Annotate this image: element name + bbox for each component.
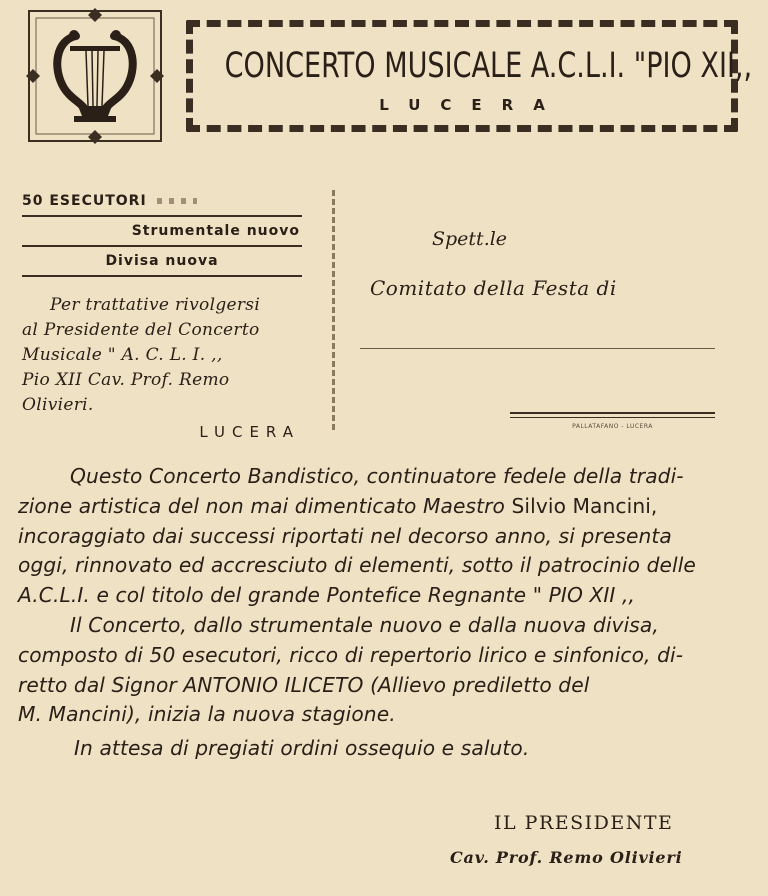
- uniform-row: [22, 250, 302, 272]
- body-line: In attesa di pregiati ordini ossequio e saluto.: [74, 736, 530, 761]
- executors-row: [22, 190, 302, 212]
- rule-line: [22, 275, 302, 277]
- body-line: retto dal Signor ANTONIO ILICETO (Allievo prediletto del: [18, 672, 590, 697]
- rule-line: [22, 215, 302, 217]
- addressee-salutation: Spett.le: [432, 228, 508, 250]
- vertical-divider: [332, 190, 335, 430]
- contact-line: Pio XII Cav. Prof. Remo: [22, 370, 230, 390]
- rule-line: [22, 245, 302, 247]
- body-line: M. Mancini), inizia la nuova stagione.: [18, 702, 396, 727]
- printer-imprint: PALLATAFANO - LUCERA: [572, 423, 653, 430]
- contact-line: Per trattative rivolgersi: [50, 295, 261, 315]
- maestro-name: Silvio Mancini,: [511, 493, 658, 518]
- body-line: A.C.L.I. e col titolo del grande Pontefice Regnante " PIO XII ,,: [18, 583, 636, 608]
- executors-label: 50 ESECUTORI: [22, 193, 147, 209]
- body-line: composto di 50 esecutori, ricco di repertorio lirico e sinfonico, di-: [18, 642, 684, 667]
- letter-body: [18, 462, 768, 764]
- signature-name: Cav. Prof. Remo Olivieri: [450, 848, 683, 867]
- addressee-committee: Comitato della Festa di: [370, 276, 617, 300]
- contact-line: Musicale " A. C. L. I. ,,: [22, 345, 223, 365]
- contact-line: al Presidente del Concerto: [22, 320, 260, 340]
- body-line: Questo Concerto Bandistico, continuatore fedele della tradi-: [70, 464, 684, 488]
- left-info-block: [22, 190, 302, 445]
- contact-city: LUCERA: [199, 423, 300, 441]
- signature-title: IL PRESIDENTE: [494, 812, 674, 834]
- address-rule: [510, 417, 715, 418]
- title-banner: [186, 20, 753, 132]
- lyre-emblem: [26, 8, 164, 144]
- contact-line: Olivieri.: [22, 395, 94, 415]
- lyre-icon: [26, 8, 164, 144]
- instruments-row: [22, 220, 302, 242]
- body-line: Il Concerto, dallo strumentale nuovo e dalla nuova divisa,: [70, 612, 659, 637]
- organization-title: CONCERTO MUSICALE A.C.L.I. "PIO XII,,: [224, 46, 753, 86]
- instruments-label: Strumentale nuovo: [131, 223, 300, 239]
- body-line: oggi, rinnovato ed accresciuto di elementi, sotto il patrocinio delle: [18, 553, 696, 578]
- banner-city: LUCERA: [379, 96, 565, 114]
- uniform-label: Divisa nuova: [105, 253, 219, 269]
- contact-paragraph: [22, 293, 302, 445]
- address-rule: [510, 412, 715, 414]
- ornament-dots: [157, 198, 197, 204]
- address-blank-line: [360, 348, 715, 349]
- body-line: [18, 492, 768, 522]
- body-line-text: zione artistica del non mai dimenticato Maestro: [18, 493, 512, 518]
- body-line: incoraggiato dai successi riportati nel decorso anno, si presenta: [18, 523, 672, 548]
